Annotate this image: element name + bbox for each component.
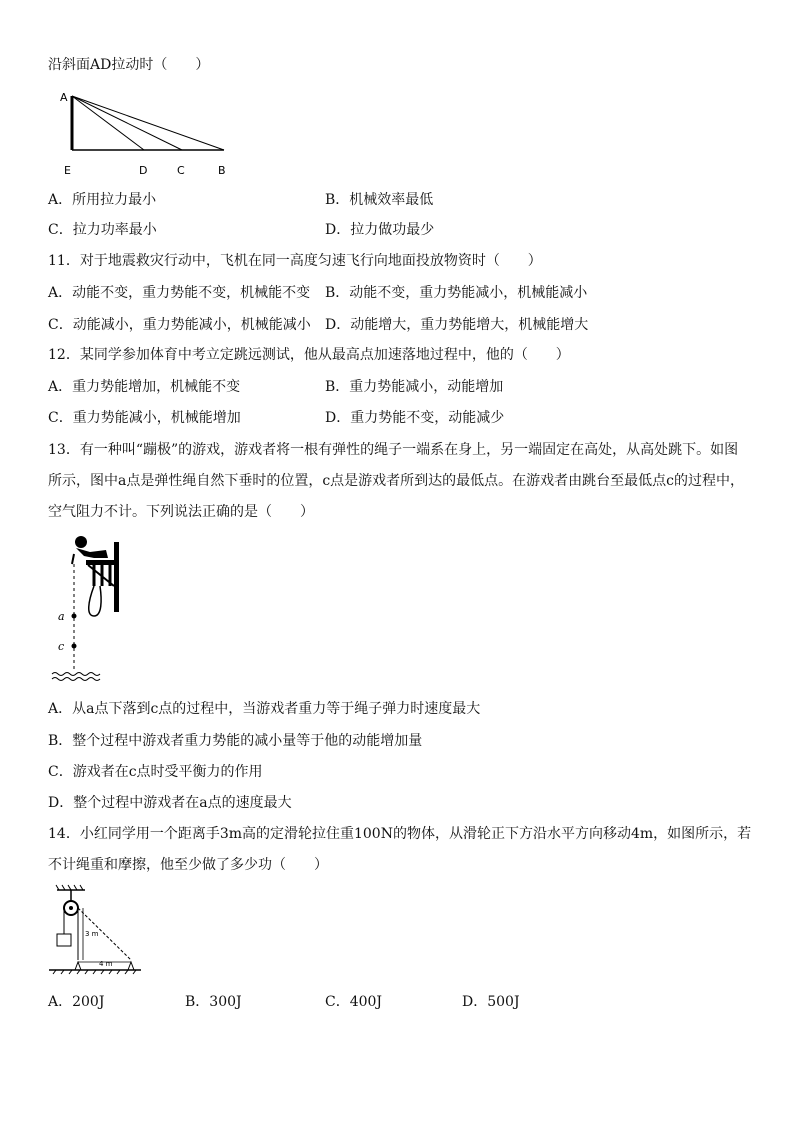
label-a: a [58,610,65,623]
bungee-rope [89,586,101,616]
q11-stem: 11．对于地震救灾行动中，飞机在同一高度匀速飞行向地面投放物资时（ ） [48,253,542,269]
q13-bungee-figure [50,532,140,684]
q13-option-b: B．整个过程中游戏者重力势能的减小量等于他的动能增加量 [48,733,423,749]
q14-option-b: B．300J [185,994,242,1010]
q12-option-a: A．重力势能增加，机械能不变 [48,379,241,395]
q11-option-d: D．动能增大，重力势能增大，机械能增大 [325,317,589,333]
q14-pulley-figure [45,884,145,978]
q11-option-c: C．动能减小，重力势能减小，机械能减小 [48,317,311,333]
q13-option-c: C．游戏者在c点时受平衡力的作用 [48,764,263,780]
slope-AC [72,96,182,150]
q14-stem-line-2: 不计绳重和摩擦，他至少做了多少功（ ） [48,857,328,873]
hand-end [128,962,134,970]
q11-option-a: A．动能不变，重力势能不变，机械能不变 [48,285,311,301]
water-wave-1 [52,673,100,676]
q12-stem: 12．某同学参加体育中考立定跳远测试，他从最高点加速落地过程中，他的（ ） [48,347,570,363]
q10-option-b: B．机械效率最低 [325,192,434,208]
q14-option-c: C．400J [325,994,383,1010]
q13-stem-line-2: 所示，图中a点是弹性绳自然下垂时的位置，c点是游戏者所到达的最低点。在游戏者由跳台至最低点c的过程中， [48,473,745,489]
water-wave-2 [52,678,100,681]
q10-stem: 沿斜面AD拉动时（ ） [48,57,210,73]
q14-stem-line-1: 14．小红同学用一个距离手3m高的定滑轮拉住重100N的物体，从滑轮正下方沿水平方向移动4m，如图所示，若 [48,826,752,842]
q13-stem-line-3: 空气阻力不计。下列说法正确的是（ ） [48,504,314,520]
label-D: D [139,164,148,177]
slope-AB [72,96,224,150]
q10-option-a: A．所用拉力最小 [48,192,157,208]
label-E: E [64,164,71,177]
label-B: B [218,164,226,177]
q13-option-a: A．从a点下落到c点的过程中，当游戏者重力等于绳子弹力时速度最大 [48,701,481,717]
hand-start [75,962,81,970]
q13-stem-line-1: 13．有一种叫“蹦极”的游戏，游戏者将一根有弹性的绳子一端系在身上，另一端固定在高处，从高处跳下。如图 [48,442,739,458]
point-c [72,644,77,649]
slope-AD [72,96,144,150]
jumper-body [76,548,108,558]
label-A: A [60,91,68,104]
point-a [72,614,77,619]
q10-option-d: D．拉力做功最少 [325,222,435,238]
weight-box [57,934,71,946]
jumper-head [75,536,87,548]
q12-option-b: B．重力势能减小，动能增加 [325,379,504,395]
q10-incline-figure [58,88,238,180]
q14-option-d: D．500J [462,994,520,1010]
label-3m: 3 m [85,930,99,938]
platform-deck [86,560,116,565]
q13-option-d: D．整个过程中游戏者在a点的速度最大 [48,795,292,811]
q12-option-c: C．重力势能减小，机械能增加 [48,410,241,426]
q10-option-c: C．拉力功率最小 [48,222,157,238]
label-4m: 4 m [99,960,113,968]
q14-option-a: A．200J [48,994,105,1010]
pulley-axle [69,906,73,910]
label-C: C [177,164,185,177]
jumper-arm [72,554,74,564]
platform-post [114,542,119,612]
label-c: c [58,640,65,653]
q12-option-d: D．重力势能不变，动能减少 [325,410,505,426]
q11-option-b: B．动能不变，重力势能减小，机械能减小 [325,285,588,301]
